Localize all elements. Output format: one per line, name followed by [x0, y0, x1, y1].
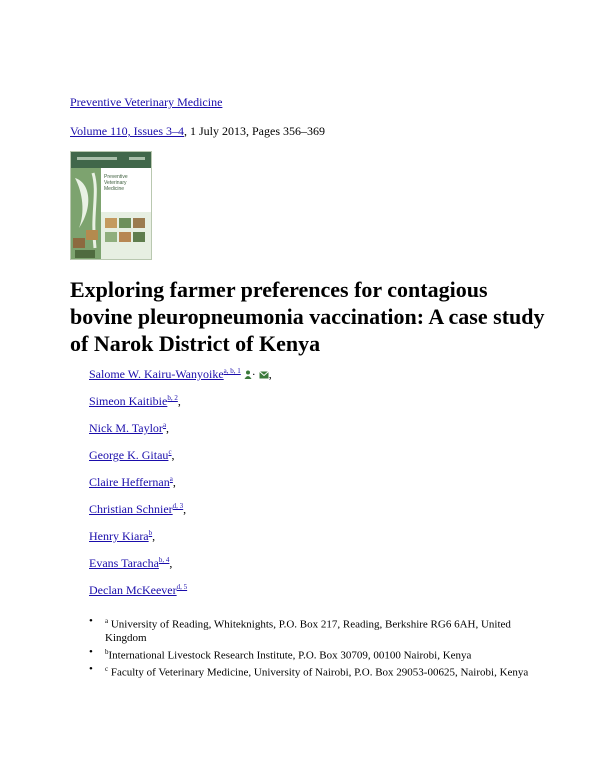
leaf-icon [71, 168, 101, 259]
author-link[interactable]: Henry Kiara [89, 529, 149, 543]
volume-link[interactable]: Volume 110, Issues 3–4 [70, 124, 184, 138]
author-item: George K. Gitau$^c$, [89, 448, 175, 462]
author-item: Christian Schnier$^{d, 3}$, [89, 502, 187, 516]
author-link[interactable]: Evans Taracha [89, 556, 159, 570]
author-link[interactable]: Simeon Kaitibie [89, 394, 168, 408]
journal-link[interactable]: Preventive Veterinary Medicine [70, 95, 223, 109]
author-link[interactable]: Salome W. Kairu-Wanyoike [89, 367, 224, 381]
author-item: Henry Kiara$^b$, [89, 529, 156, 543]
author-sup[interactable]: d, 5 [176, 583, 188, 591]
article-title: Exploring farmer preferences for contagious bovine pleuropneumonia vaccination: A case study of Narok District of Kenya [70, 277, 545, 356]
author-item: Simeon Kaitibie$^{b, 2}$, [89, 394, 181, 408]
author-sup[interactable]: d, 3 [172, 502, 184, 510]
affiliation-item: • $^b$International Livestock Research Institute, P.O. Box 30709, 00100 Nairobi, Kenya [89, 645, 472, 662]
affiliation-item: • $^c$ Faculty of Veterinary Medicine, University of Nairobi, P.O. Box 29053-00625, Nairobi, Kenya [89, 663, 529, 679]
author-sup[interactable]: a, b, 1 [223, 367, 241, 375]
author-sup[interactable]: a [169, 475, 173, 483]
volume-line [70, 124, 325, 139]
author-link[interactable]: Nick M. Taylor [89, 421, 163, 435]
author-sup[interactable]: b, 4 [158, 556, 170, 564]
author-link[interactable]: Christian Schnier [89, 502, 173, 516]
volume-details: , 1 July 2013, Pages 356–369 [184, 124, 325, 138]
author-item: Nick M. Taylor$^a$, [89, 421, 170, 435]
author-sup[interactable]: b, 2 [167, 394, 178, 402]
author-sup[interactable]: c [168, 448, 172, 456]
author-sup[interactable]: a [162, 421, 167, 429]
cover-leaf-column [71, 168, 101, 259]
author-link[interactable]: Declan McKeever [89, 583, 177, 597]
author-sup[interactable]: b [148, 529, 153, 537]
affiliation-item: • $^a$ University of Reading, Whiteknights, P.O. Box 217, Reading, Berkshire RG6 6AH, United Kingdom [89, 615, 511, 644]
author-link[interactable]: Claire Heffernan [89, 475, 170, 489]
cover-lower-panel [101, 212, 151, 259]
cover-top-band [71, 152, 151, 168]
author-item: Salome W. Kairu-Wanyoike$^{a, b, 1}$ · , [89, 367, 272, 381]
mail-icon[interactable] [259, 368, 269, 383]
affiliation-list [89, 615, 549, 681]
author-item: Claire Heffernan$^a$, [89, 475, 176, 489]
journal-cover-image[interactable] [70, 151, 152, 260]
person-icon[interactable] [244, 368, 252, 383]
author-item [89, 583, 187, 598]
author-link[interactable]: George K. Gitau [89, 448, 169, 462]
author-item: Evans Taracha$^{b, 4}$, [89, 556, 173, 570]
cover-journal-title: Preventive Veterinary Medicine [104, 174, 128, 192]
